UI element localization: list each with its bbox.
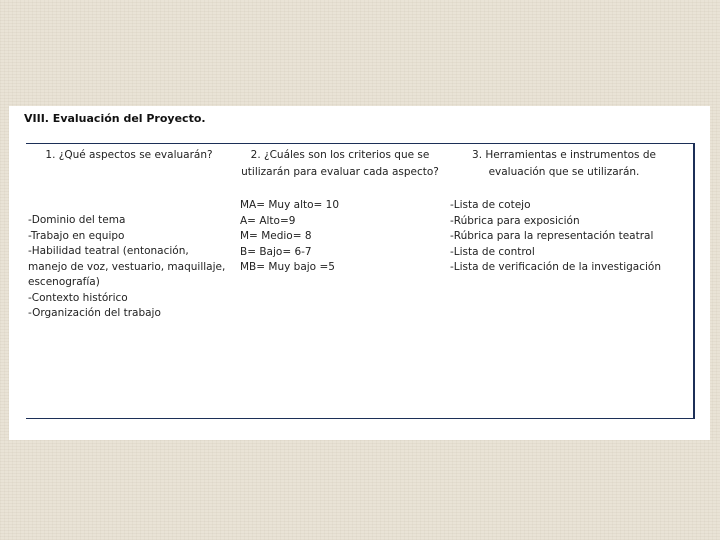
column-3-list [450, 198, 661, 273]
column-3-header-line2: evaluación que se utilizarán. [488, 166, 640, 178]
list-item: -Lista de control [450, 245, 535, 258]
list-item: MB= Muy bajo =5 [240, 261, 335, 273]
column-3-header-line1: 3. Herramientas e instrumentos de [472, 149, 656, 161]
column-2-header [235, 147, 445, 181]
list-item: -Organización del trabajo [28, 307, 161, 319]
section-title: VIII. Evaluación del Proyecto. [24, 112, 206, 125]
list-item: M= Medio= 8 [240, 230, 312, 242]
list-item: -Lista de verificación de la investigación [450, 261, 661, 273]
list-item: -Habilidad teatral (entonación, [28, 245, 189, 257]
list-item: -Dominio del tema [28, 214, 126, 226]
list-item: B= Bajo= 6-7 [240, 245, 312, 258]
list-item: -Lista de cotejo [450, 199, 531, 211]
list-item: -Trabajo en equipo [28, 229, 125, 242]
column-1-list [28, 213, 225, 322]
column-3-header [464, 147, 664, 181]
list-item: manejo de voz, vestuario, maquillaje, [28, 260, 226, 273]
column-2-header-line1: 2. ¿Cuáles son los criterios que se [250, 149, 430, 161]
list-item: MA= Muy alto= 10 [240, 199, 340, 211]
column-1-header-text: 1. ¿Qué aspectos se evaluarán? [45, 149, 213, 161]
document-page [9, 106, 710, 440]
list-item: -Rúbrica para la representación teatral [450, 230, 654, 242]
list-item: escenografía) [28, 276, 100, 288]
list-item: A= Alto=9 [240, 214, 296, 227]
column-2-list [240, 198, 339, 276]
list-item: -Contexto histórico [28, 291, 128, 304]
column-2-header-line2: utilizarán para evaluar cada aspecto? [241, 166, 439, 178]
list-item: -Rúbrica para exposición [450, 214, 580, 227]
column-1-header [29, 147, 229, 164]
